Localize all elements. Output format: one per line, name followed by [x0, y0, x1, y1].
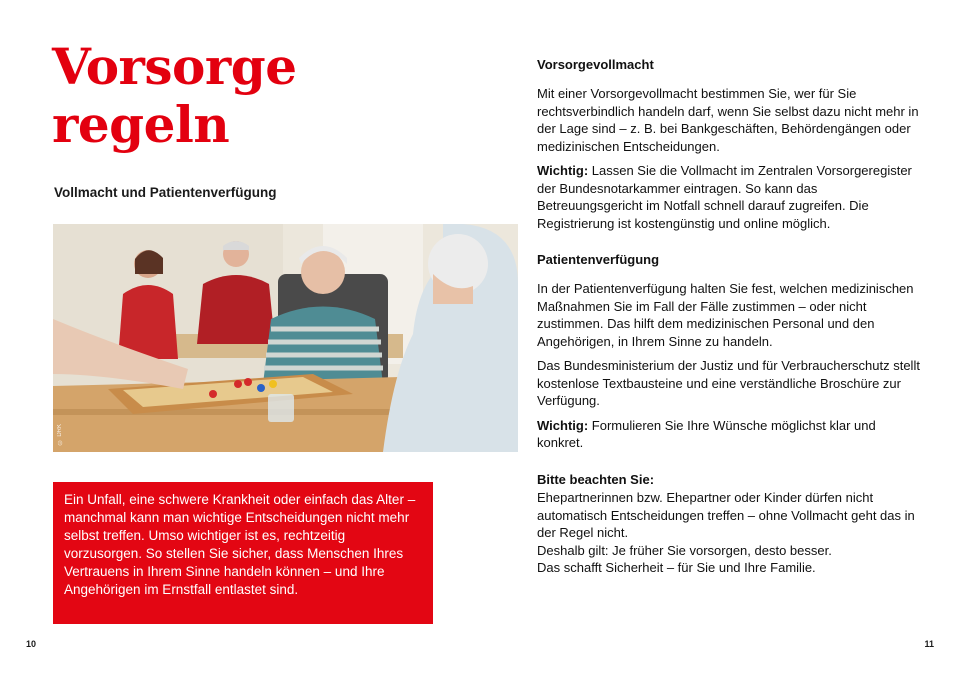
content-column [537, 56, 922, 577]
right-page [480, 0, 960, 673]
photo-illustration [53, 224, 518, 452]
note-line: Das schafft Sicherheit – für Sie und Ihre Familie. [537, 560, 816, 575]
heading-bitte-beachten: Bitte beachten Sie: [537, 471, 655, 487]
important-label: Wichtig: [537, 417, 589, 433]
paragraph: Mit einer Vorsorgevollmacht bestimmen Sie, wer für Sie rechtsverbindlich handeln darf, wenn Sie selbst dazu nicht mehr in der Lage sind – z. B. bei Bankgeschäften, Behördengängen oder medizinischen Entscheidungen. [537, 86, 919, 154]
paragraph: Das Bundesministerium der Justiz und für Verbraucherschutz stellt kostenlose Textbausteine und eine verständliche Broschüre zur Verfügung. [537, 358, 920, 408]
note-line: Deshalb gilt: Je früher Sie vorsorgen, desto besser. [537, 542, 832, 558]
important-text: Formulieren Sie Ihre Wünsche möglichst klar und konkret. [537, 417, 876, 450]
important-label: Wichtig: [537, 163, 589, 178]
info-box [53, 482, 433, 624]
title-line-1: Vorsorge [52, 37, 297, 96]
note-line: Ehepartnerinnen bzw. Ehepartner oder Kinder dürfen nicht automatisch Entscheidungen treffen – ohne Vollmacht geht das in der Regel nicht. [537, 490, 915, 540]
paragraph-important [537, 162, 922, 232]
subtitle: Vollmacht und Patientenverfügung [54, 185, 277, 200]
seniors-boardgame-photo [53, 224, 518, 452]
photo-credit: © DRK [57, 423, 63, 444]
page-number-left: 10 [26, 639, 37, 649]
title-line-2: regeln [52, 95, 230, 154]
info-box-text: Ein Unfall, eine schwere Krankheit oder einfach das Alter – manchmal kann man wichtige Entscheidungen nicht mehr selbst treffen. Umso wichtiger ist es, rechtzeitig vorzusorgen. So stellen Sie sicher, dass Menschen Ihres Vertrauens in Ihrem Sinne handeln können – und Ihre Angehörigen im Ernstfall entlastet sind. [64, 492, 416, 597]
heading-vorsorgevollmacht: Vorsorgevollmacht [537, 57, 654, 72]
important-text: Lassen Sie die Vollmacht im Zentralen Vorsorgeregister der Bundesnotarkammer eintragen. So kann das Betreuungsgericht im Notfall schnell darauf zugreifen. Die Registrierung ist kostengünstig und online möglich. [537, 163, 912, 231]
page-number-right: 11 [924, 639, 934, 649]
paragraph-important [537, 417, 922, 452]
page-title [52, 38, 297, 154]
paragraph: In der Patientenverfügung halten Sie fest, welchen medizinischen Maßnahmen Sie im Fall der Fälle zustimmen – oder nicht zustimmen. Das hilft dem medizinischen Personal und den Angehörigen, in Ihrem Sinne zu handeln. [537, 281, 914, 349]
heading-patientenverfuegung: Patientenverfügung [537, 252, 660, 267]
